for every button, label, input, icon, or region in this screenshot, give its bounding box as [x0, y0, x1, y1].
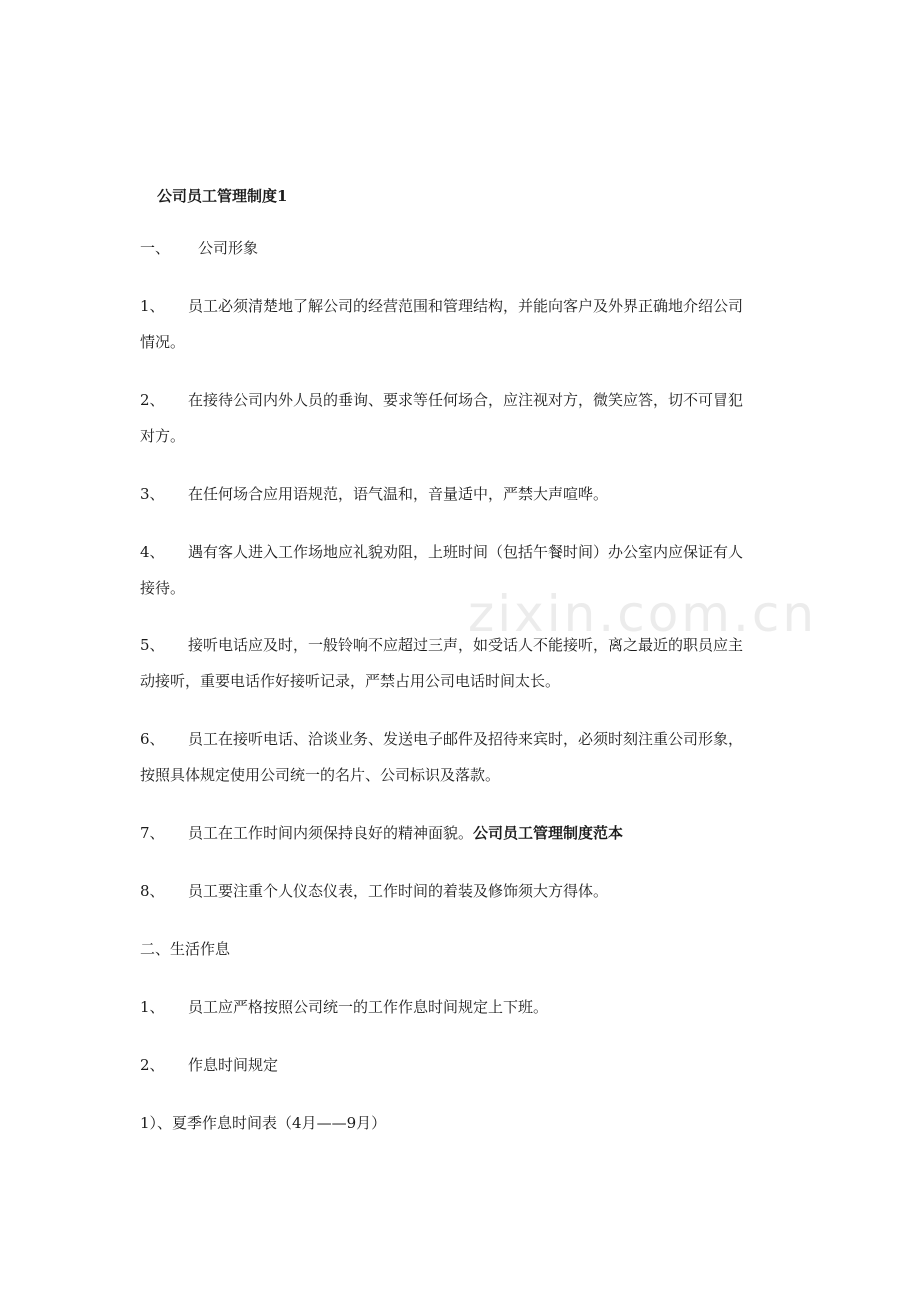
list-item — [140, 288, 790, 324]
list-item — [140, 721, 790, 757]
list-item-continuation: 动接听，重要电话作好接听记录，严禁占用公司电话时间太长。 — [140, 672, 561, 690]
section-heading-image — [140, 230, 790, 266]
item-text: 遇有客人进入工作场地应礼貌劝阻，上班时间（包括午餐时间）办公室内应保证有人 — [188, 543, 744, 561]
item-number: 2、 — [140, 1056, 165, 1074]
list-item — [140, 815, 790, 851]
item-number: 1、 — [140, 998, 165, 1016]
section-heading: 二、生活作息 — [140, 940, 231, 958]
item-number: 1、 — [140, 297, 165, 315]
item-text: 员工在工作时间内须保持良好的精神面貌。 — [188, 824, 474, 842]
list-item-continuation: 情况。 — [140, 333, 186, 351]
item-number: 7、 — [140, 824, 165, 842]
item-text: 员工在接听电话、洽谈业务、发送电子邮件及招待来宾时，必须时刻注重公司形象， — [188, 730, 744, 748]
list-item-continuation: 接待。 — [140, 579, 186, 597]
list-item — [140, 382, 790, 418]
section-heading: 公司形象 — [198, 239, 259, 257]
item-number: 8、 — [140, 882, 165, 900]
item-text: 在任何场合应用语规范，语气温和，音量适中，严禁大声喧哗。 — [188, 485, 609, 503]
item-text: 作息时间规定 — [188, 1056, 279, 1074]
item-text: 员工应严格按照公司统一的工作作息时间规定上下班。 — [188, 998, 549, 1016]
item-number: 4、 — [140, 543, 165, 561]
list-item-continuation: 按照具体规定使用公司统一的名片、公司标识及落款。 — [140, 766, 501, 784]
item-text: 接听电话应及时，一般铃响不应超过三声，如受话人不能接听，离之最近的职员应主 — [188, 636, 744, 654]
list-item — [140, 627, 790, 663]
item-number: 2、 — [140, 391, 165, 409]
item-number: 3、 — [140, 485, 165, 503]
document-title: 公司员工管理制度1 — [157, 187, 288, 205]
list-item — [140, 534, 790, 570]
section-number: 一、 — [140, 239, 171, 257]
list-item — [140, 1047, 790, 1083]
item-bold-tail: 公司员工管理制度范本 — [473, 824, 624, 842]
list-item — [140, 476, 790, 512]
list-item-continuation: 对方。 — [140, 427, 186, 445]
item-number: 5、 — [140, 636, 165, 654]
watermark: zixin.com.cn — [468, 585, 818, 643]
item-text: 员工必须清楚地了解公司的经营范围和管理结构，并能向客户及外界正确地介绍公司 — [188, 297, 744, 315]
item-text: 员工要注重个人仪态仪表，工作时间的着装及修饰须大方得体。 — [188, 882, 609, 900]
item-text: 在接待公司内外人员的垂询、要求等任何场合，应注视对方，微笑应答，切不可冒犯 — [188, 391, 744, 409]
item-number: 6、 — [140, 730, 165, 748]
list-item — [140, 873, 790, 909]
sub-heading: 1）、夏季作息时间表（4月——9月） — [140, 1114, 387, 1132]
list-item — [140, 989, 790, 1025]
